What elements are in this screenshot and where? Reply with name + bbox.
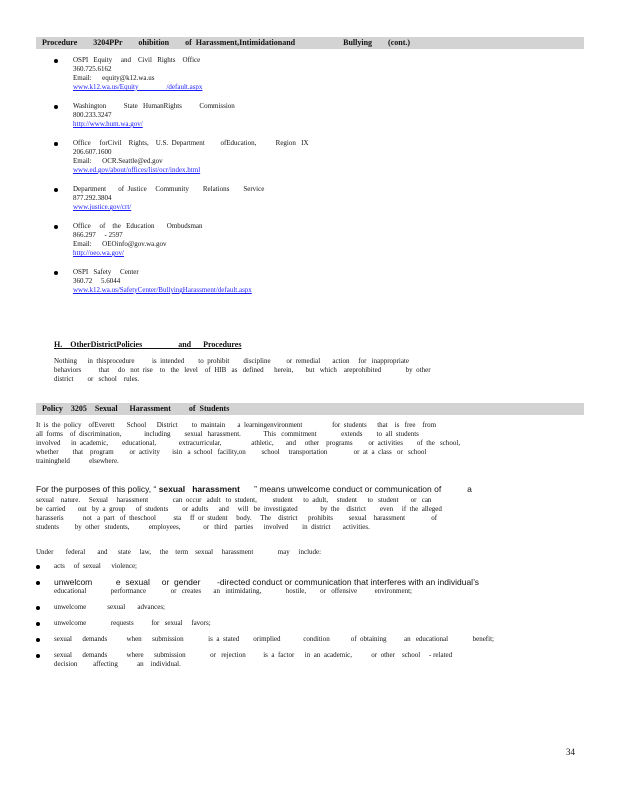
definition-paragraph	[36, 496, 576, 532]
paragraph-line: involved in academic, educational, extracurricular, athletic, and other programs or activities of the school,	[36, 439, 461, 447]
paragraph-line: behaviors that do not rise to the level of HIB as defined herein, but which areprohibited by other	[54, 366, 431, 374]
section-h-paragraph	[54, 357, 484, 384]
contact-line: Email: OEOinfo@gov.wa.gov	[73, 240, 167, 248]
bullet-icon	[54, 225, 58, 229]
contact-line: Department of Justice Community Relations Service	[73, 185, 265, 193]
contact-item	[52, 56, 492, 92]
defined-term: sexual harassment	[158, 484, 240, 494]
contact-list	[52, 56, 492, 305]
contact-link[interactable]: http://www.hum.wa.gov/	[73, 120, 143, 128]
bullet-icon	[36, 606, 40, 610]
contact-item	[52, 185, 492, 212]
paragraph-line: all forms of discrimination, including sexual harassment. This commitment extends to all students	[36, 430, 419, 438]
paragraph-line: students by other students, employees, or third parties involved in district activities.	[36, 523, 370, 531]
contact-line: Washington State HumanRights Commission	[73, 102, 235, 110]
list-item	[36, 651, 576, 669]
bullet-icon	[36, 622, 40, 626]
list-item	[36, 562, 576, 571]
procedure-header-bar: Procedure 3204PPr ohibition of Harassment,Intimidationand Bullying (cont.)	[36, 37, 584, 49]
contact-link[interactable]: www.k12.wa.us/Equity /default.aspx	[73, 83, 203, 91]
list-item	[36, 619, 576, 628]
paragraph-line: whether that program or activity isin a school facility,on school transportation or at a class or school	[36, 448, 427, 456]
contact-line: 800.233.3247	[73, 111, 112, 119]
paragraph-line: district or school rules.	[54, 375, 140, 383]
bullet-icon	[54, 271, 58, 275]
contact-line: Office of the Education Ombudsman	[73, 222, 203, 230]
contact-line: Email: equity@k12.wa.us	[73, 74, 155, 82]
list-item	[36, 635, 576, 644]
list-item-text: decision affecting an individual.	[54, 660, 181, 668]
policy-header-bar: Policy 3205 Sexual Harassment of Students	[36, 403, 584, 415]
list-item-text: sexual demands when submission is a stated orimplied condition of obtaining an educational benefit;	[54, 635, 494, 643]
contact-item	[52, 102, 492, 129]
list-item-text: sexual demands where submission or rejection is a factor in an academic, or other school - related	[54, 651, 453, 659]
paragraph-line: be carried out by a group of students or adults and will be investigated by the district even if the alleged	[36, 505, 442, 513]
paragraph-line: sexual nature. Sexual harassment can occur adult to student, student to adult, student to student or can	[36, 496, 432, 504]
contact-line: 360.725.6162	[73, 65, 112, 73]
bullet-icon	[54, 142, 58, 146]
page-number: 34	[566, 747, 575, 757]
contact-line: 877.292.3804	[73, 194, 112, 202]
list-item	[36, 603, 576, 612]
paragraph-line: harasseris not a part of theschool sta ff or student body. The district prohibits sexual harassment of	[36, 514, 438, 522]
contact-link[interactable]: www.justice.gov/crt/	[73, 203, 132, 211]
harassment-list	[36, 562, 576, 676]
paragraph-line: It is the policy ofEverett School District to maintain a learningenvironment for students that is free from	[36, 421, 437, 429]
contact-line: OSPI Equity and Civil Rights Office	[73, 56, 201, 64]
section-h-heading: H. OtherDistrictPolicies and Procedures	[54, 340, 242, 349]
bullet-icon	[54, 105, 58, 109]
bullet-icon	[36, 638, 40, 642]
contact-line: Office forCivil Rights, U.S. Department ofEducation, Region IX	[73, 139, 309, 147]
contact-link[interactable]: www.ed.gov/about/offices/list/ocr/index.html	[73, 166, 201, 174]
definition-line	[36, 484, 576, 495]
law-intro: Under federal and state law, the term sexual harassment may include:	[36, 548, 322, 556]
bullet-icon	[54, 188, 58, 192]
contact-link[interactable]: www.k12.wa.us/SafetyCenter/BullyingHarassment/default.aspx	[73, 286, 252, 294]
policy-paragraph	[36, 421, 576, 466]
paragraph-line: Nothing in thisprocedure is intended to prohibit discipline or remedial action for inappropriate	[54, 357, 409, 365]
list-item	[36, 578, 576, 596]
contact-line: 360.72 5.6044	[73, 277, 121, 285]
bullet-icon	[36, 581, 40, 585]
definition-text: For the purposes of this policy, “	[36, 484, 159, 494]
contact-line: 206.607.1600	[73, 148, 112, 156]
contact-item	[52, 268, 492, 295]
contact-line: Email: OCR.Seattle@ed.gov	[73, 157, 163, 165]
list-item-text: unwelcom e sexual or gender -directed conduct or communication that interferes with an individual’s	[54, 577, 480, 587]
bullet-icon	[54, 59, 58, 63]
contact-item	[52, 139, 492, 175]
list-item-text: unwelcome sexual advances;	[54, 603, 165, 611]
bullet-icon	[36, 654, 40, 658]
bullet-icon	[36, 565, 40, 569]
list-item-text: educational performance or creates an intimidating, hostile, or offensive environment;	[54, 587, 412, 595]
paragraph-line: trainingheld elsewhere.	[36, 457, 119, 465]
contact-line: OSPI Safety Center	[73, 268, 139, 276]
contact-line: 866.297 - 2597	[73, 231, 123, 239]
list-item-text: unwelcome requests for sexual favors;	[54, 619, 211, 627]
list-item-text: acts of sexual violence;	[54, 562, 138, 570]
definition-text: ” means unwelcome conduct or communication of a	[239, 484, 472, 494]
contact-link[interactable]: http://oeo.wa.gov/	[73, 249, 124, 257]
contact-item	[52, 222, 492, 258]
